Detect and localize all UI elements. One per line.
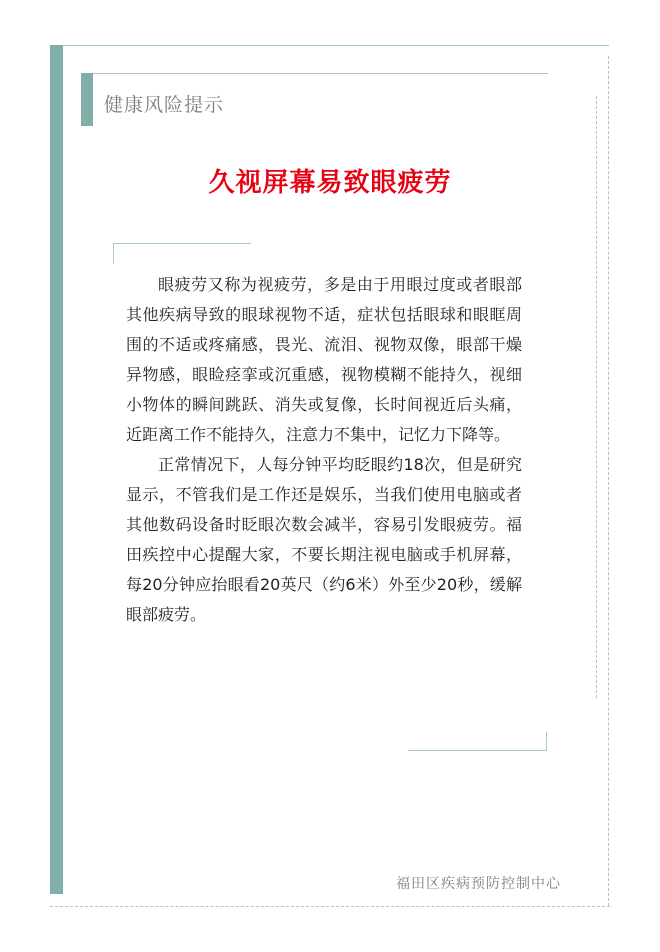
- header-rule: [93, 73, 548, 74]
- header-accent-block: [81, 73, 93, 126]
- frame-top-line: [63, 45, 609, 46]
- frame-bottom-dashed-border: [50, 906, 610, 907]
- article-paragraph: 眼疲劳又称为视疲劳，多是由于用眼过度或者眼部其他疾病导致的眼球视物不适，症状包括眼球和眼眶周围的不适或疼痛感，畏光、流泪、视物双像，眼部干燥异物感，眼睑痉挛或沉重感，视物模糊不能持久，视细小物体的瞬间跳跃、消失或复像，长时间视近后头痛，近距离工作不能持久，注意力不集中，记忆力下降等。: [126, 275, 522, 444]
- article-paragraph: 正常情况下，人每分钟平均眨眼约18次，但是研究显示，不管我们是工作还是娱乐，当我们使用电脑或者其他数码设备时眨眼次数会减半，容易引发眼疲劳。福田疾控中心提醒大家，不要长期注视电脑或手机屏幕，每20分钟应抬眼看20英尺（约6米）外至少20秒，缓解眼部疲劳。: [126, 455, 522, 624]
- article-body: [126, 270, 522, 630]
- section-title: 健康风险提示: [104, 94, 225, 116]
- top-left-corner-bracket: [113, 243, 251, 264]
- article-title: 久视屏幕易致眼疲劳: [208, 168, 452, 198]
- footer-organization: 福田区疾病预防控制中心: [396, 876, 561, 892]
- bottom-right-corner-bracket: [408, 732, 547, 751]
